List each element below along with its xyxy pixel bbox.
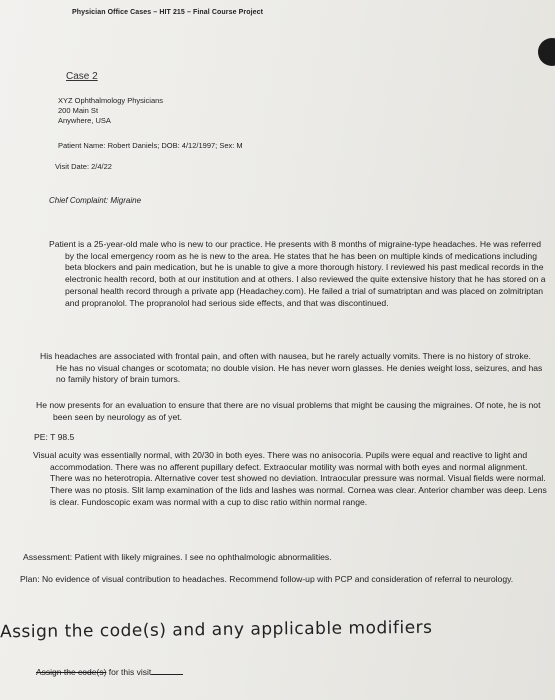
practice-name: XYZ Ophthalmology Physicians xyxy=(58,96,164,105)
assessment: Assessment: Patient with likely migraines. I see no ophthalmologic abnormalities. xyxy=(23,552,332,562)
symptoms-paragraph: His headaches are associated with frontal pain, and often with nausea, but he rarely actually vomits. There is no history of stroke. He has no visual changes or scotomata; no double vision. He has never worn glasses. He denies weight loss, seizures, and has no family history of brain tumors. xyxy=(40,351,543,385)
exam-paragraph: Visual acuity was essentially normal, with 20/30 in both eyes. There was no anisocoria. Pupils were equal and reactive to light and accommodation. There was no afferent pupillary defect. Extraocular motility was normal with both eyes and normal alignment. There was no heterotropia. Alternative cover test showed no deviation. Intraocular pressure was normal. Visual fields were normal. There was no ptosis. Slit lamp examination of the lids and lashes was normal. Cornea was clear. Anterior chamber was deep. Lens is clear. Fundoscopic exam was normal with a cup to disc ratio within normal range. xyxy=(33,450,547,507)
handwritten-note: Assign the code(s) and any applicable modifiers xyxy=(0,617,433,643)
physical-exam-temp: PE: T 98.5 xyxy=(34,432,75,442)
course-header: Physician Office Cases – HIT 215 – Final Course Project xyxy=(72,9,264,16)
practice-city: Anywhere, USA xyxy=(58,116,111,125)
assign-line xyxy=(36,667,183,677)
scan-dot xyxy=(538,38,555,66)
presentation-paragraph: He now presents for an evaluation to ensure that there are no visual problems that might be causing the migraines. Of note, he is not been seen by neurology as of yet. xyxy=(36,400,541,422)
blank-line xyxy=(151,674,183,675)
visit-date: Visit Date: 2/4/22 xyxy=(55,162,112,171)
assign-rest: for this visit xyxy=(106,667,152,677)
plan: Plan: No evidence of visual contribution to headaches. Recommend follow-up with PCP and consideration of referral to neurology. xyxy=(20,574,514,584)
assign-struck: Assign the code(s) xyxy=(36,667,107,677)
patient-line: Patient Name: Robert Daniels; DOB: 4/12/1997; Sex: M xyxy=(58,141,243,150)
case-title: Case 2 xyxy=(66,71,98,82)
history-paragraph: Patient is a 25-year-old male who is new to our practice. He presents with 8 months of migraine-type headaches. He was referred by the local emergency room as he is new to the area. He states that he has been on multiple kinds of medications including beta blockers and pain medication, but he is unable to give a more thorough history. I reviewed his past medical records in the electronic health record, both at our institution and at others. I also reviewed the quite extensive history that he has stored on a personal health record through a private app (Headachey.com). He failed a trial of sumatriptan and was placed on zolmitriptan and propranolol. The propranolol had serious side effects, and that was discontinued. xyxy=(49,239,546,308)
practice-street: 200 Main St xyxy=(58,106,99,115)
chief-complaint: Chief Complaint: Migraine xyxy=(49,196,142,205)
